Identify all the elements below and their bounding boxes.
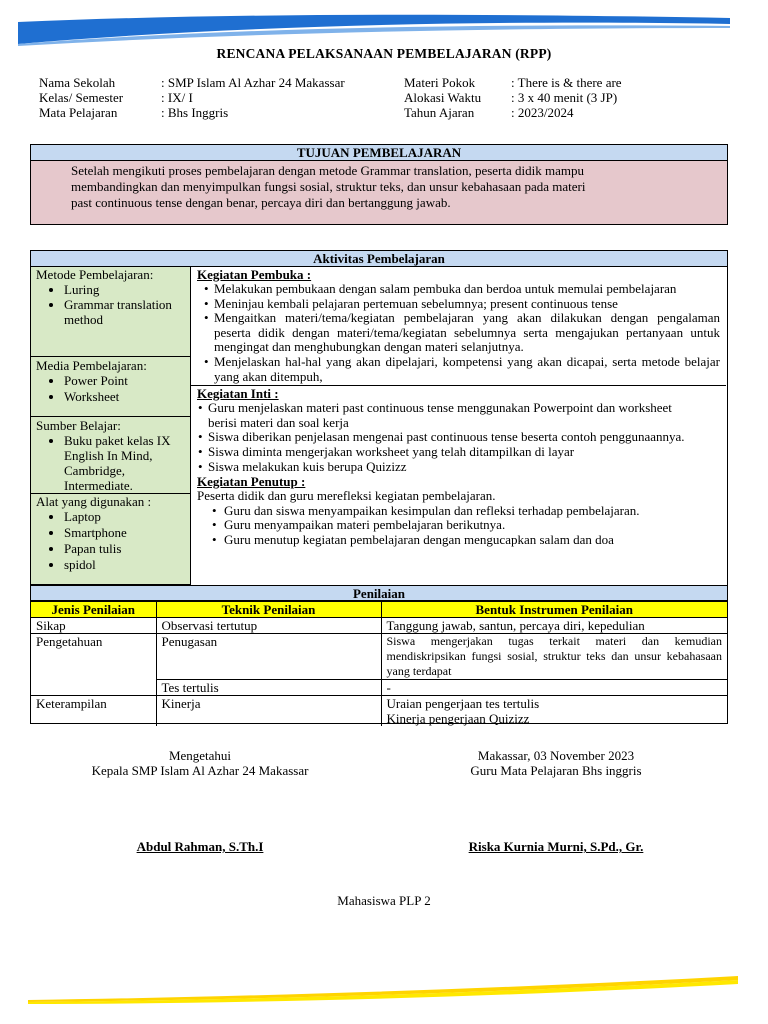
list-item: • Laptop: [64, 509, 190, 525]
kegiatan-column: [192, 267, 726, 585]
list-item: • Luring: [64, 282, 190, 297]
signature-role: Guru Mata Pelajaran Bhs inggris: [470, 763, 642, 778]
list-item: • Guru menyampaikan materi pembelajaran berikutnya.: [192, 518, 716, 533]
table-cell: [381, 696, 727, 727]
penilaian-table: [31, 601, 727, 726]
bottom-wave-decoration: [0, 970, 768, 1010]
aktivitas-header: Aktivitas Pembelajaran: [31, 251, 727, 267]
table-row: [31, 618, 727, 634]
table-cell: Tes tertulis: [156, 680, 381, 696]
info-label: Alokasi Waktu: [404, 90, 482, 105]
info-label: Materi Pokok: [404, 75, 476, 90]
info-value: : 2023/2024: [511, 105, 574, 120]
document-title: RENCANA PELAKSANAAN PEMBELAJARAN (RPP): [216, 46, 552, 61]
signature-left-name-wrap: [30, 839, 370, 854]
mahasiswa-label: Mahasiswa PLP 2: [337, 893, 431, 908]
instrument-line: Uraian pengerjaan tes tertulis: [386, 696, 540, 711]
tujuan-line: past continuous tense dengan benar, percaya diri dan bertanggung jawab.: [71, 195, 451, 210]
list-item: • Worksheet: [64, 389, 190, 405]
tujuan-line: Setelah mengikuti proses pembelajaran dengan metode Grammar translation, peserta didik mampu: [71, 163, 584, 178]
signature-name-principal: Abdul Rahman, S.Th.I: [136, 839, 264, 854]
alat-cell: [31, 494, 191, 585]
signature-role: Kepala SMP Islam Al Azhar 24 Makassar: [91, 763, 309, 778]
list-item: • Mengaitkan materi/tema/kegiatan pembelajaran yang akan dilakukan dengan pengalaman peserta didik dengan materi/tema/kegiatan sebelumnya serta mengajukan pertanyaan untuk mengingat dan menghubungkan dengan materi selanjutnya.: [192, 311, 720, 355]
table-cell: Penugasan: [156, 634, 381, 680]
kegiatan-penutup-title: Kegiatan Penutup :: [197, 474, 306, 490]
list-item: • Smartphone: [64, 525, 190, 541]
list-item: • Siswa diberikan penjelasan mengenai past continuous tense beserta contoh penggunaannya.: [192, 430, 696, 445]
table-cell: Observasi tertutup: [156, 618, 381, 634]
penutup-intro: Peserta didik dan guru merefleksi kegiatan pembelajaran.: [197, 488, 496, 504]
penilaian-header: Penilaian: [31, 585, 727, 601]
table-cell: -: [381, 680, 727, 696]
signature-caption: Mengetahui: [168, 748, 232, 763]
list-item: • Menjelaskan hal-hal yang akan dipelajari, kompetensi yang akan dicapai, serta metode belajar yang akan ditempuh,: [192, 355, 720, 384]
sumber-label: Sumber Belajar:: [36, 418, 121, 433]
table-row: [31, 696, 727, 727]
table-cell: Siswa mengerjakan tugas terkait materi dan kemudian mendiskripsikan fungsi sosial, struktur teks dan unsur kebahasaan yang terdapat: [381, 634, 727, 680]
info-label: Kelas/ Semester: [39, 90, 124, 105]
list-item: • spidol: [64, 557, 190, 573]
aktivitas-section: [30, 250, 728, 724]
top-wave-decoration: [0, 0, 768, 50]
signature-name-teacher: Riska Kurnia Murni, S.Pd., Gr.: [468, 839, 644, 854]
list-item: • Siswa diminta mengerjakan worksheet yang telah ditampilkan di layar: [192, 445, 696, 460]
tujuan-line: membandingkan dan menyimpulkan fungsi sosial, struktur teks, dan unsur kebahasaan pada materi: [71, 179, 586, 194]
info-value: : There is & there are: [511, 75, 622, 90]
list-item: • Power Point: [64, 373, 190, 389]
signature-date: Makassar, 03 November 2023: [477, 748, 635, 763]
tujuan-header: TUJUAN PEMBELAJARAN: [31, 145, 727, 161]
signature-right-name-wrap: [386, 839, 726, 854]
kegiatan-pembuka-title: Kegiatan Pembuka :: [197, 267, 312, 282]
column-header: Bentuk Instrumen Penilaian: [381, 602, 727, 618]
table-cell: Pengetahuan: [31, 634, 156, 696]
info-label: Tahun Ajaran: [404, 105, 475, 120]
list-item: • Guru dan siswa menyampaikan kesimpulan dan refleksi terhadap pembelajaran.: [192, 504, 716, 519]
metode-cell: [31, 267, 191, 357]
list-item: • Melakukan pembukaan dengan salam pembuka dan berdoa untuk memulai pembelajaran: [192, 282, 720, 297]
tujuan-section: [30, 144, 728, 225]
table-header-row: [31, 602, 727, 618]
media-cell: [31, 357, 191, 417]
table-cell: Kinerja: [156, 696, 381, 727]
column-header: Jenis Penilaian: [31, 602, 156, 618]
instrument-line: Kinerja pengerjaan Quizizz: [386, 711, 530, 726]
tujuan-text: [31, 161, 727, 211]
kegiatan-inti-title: Kegiatan Inti :: [197, 386, 279, 402]
list-item: • Guru menjelaskan materi past continuous tense menggunakan Powerpoint dan worksheet berisi materi dan soal kerja: [192, 401, 696, 430]
info-value: : SMP Islam Al Azhar 24 Makassar: [161, 75, 345, 90]
metode-label: Metode Pembelajaran:: [36, 267, 154, 282]
column-header: Teknik Penilaian: [156, 602, 381, 618]
table-cell: Tanggung jawab, santun, percaya diri, kepedulian: [381, 618, 727, 634]
table-cell: Keterampilan: [31, 696, 156, 727]
list-item: • Grammar translation method: [64, 297, 190, 327]
list-item: • Siswa melakukan kuis berupa Quizizz: [192, 460, 696, 475]
info-value: : IX/ I: [161, 90, 193, 105]
list-item: • Buku paket kelas IX English In Mind, Cambridge, Intermediate.: [64, 433, 186, 493]
list-item: • Meninjau kembali pelajaran pertemuan sebelumnya; present continuous tense: [192, 297, 720, 312]
table-cell: Sikap: [31, 618, 156, 634]
signature-right: [386, 748, 726, 778]
info-row-3: [0, 106, 768, 122]
info-value: : Bhs Inggris: [161, 105, 229, 120]
info-label: Nama Sekolah: [39, 75, 116, 90]
info-value: : 3 x 40 menit (3 JP): [511, 90, 618, 105]
signature-left: [30, 748, 370, 778]
table-row: [31, 634, 727, 680]
list-item: • Guru menutup kegiatan pembelajaran dengan mengucapkan salam dan doa: [192, 533, 716, 548]
list-item: • Papan tulis: [64, 541, 190, 557]
media-label: Media Pembelajaran:: [36, 358, 147, 373]
sumber-cell: [31, 417, 191, 494]
info-label: Mata Pelajaran: [39, 105, 118, 120]
alat-label: Alat yang digunakan :: [36, 494, 152, 509]
